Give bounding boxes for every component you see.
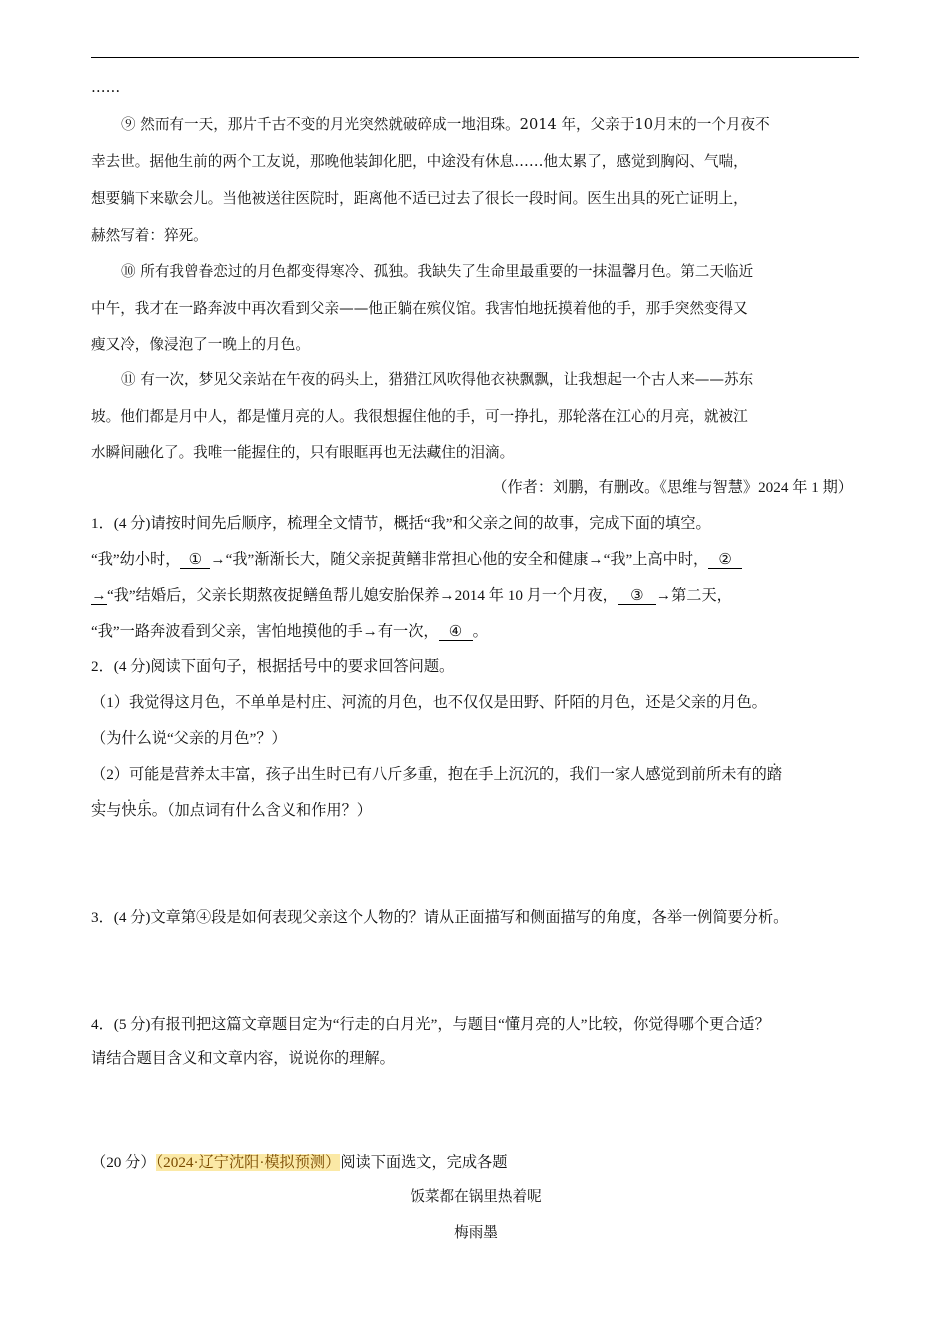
blank-1[interactable]: ① [180, 551, 210, 569]
paragraph-11-line: 水瞬间融化了。我唯一能握住的，只有眼眶再也无法藏住的泪滴。 [91, 444, 515, 461]
question-3-stem: 3．(4 分)文章第④段是如何表现父亲这个人物的？请从正面描写和侧面描写的角度，各举一例简要分析。 [91, 909, 789, 926]
blank-3[interactable]: ③ [618, 587, 656, 605]
dotted-char: 实 [91, 802, 107, 819]
source-tag: （2024·辽宁沈阳·模拟预测） [155, 1154, 341, 1171]
question-1-line-1: “我”幼小时， ① →“我”渐渐长大，随父亲捉黄鳝非常担心他的安全和健康→“我”上高中时， ② [91, 550, 742, 570]
question-1-line-2: →“我”结婚后，父亲长期熬夜捉鳝鱼帮儿媳安胎保养→2014 年 10 月一个月夜， ③ →第二天， [91, 587, 732, 604]
blank-4[interactable]: ④ [439, 623, 473, 641]
paragraph-11-line: ⑪ 有一次，梦见父亲站在午夜的码头上，猎猎江风吹得他衣袂飘飘，让我想起一个古人来——苏东 [121, 371, 754, 388]
dotted-char: 踏 [766, 766, 783, 783]
source-citation: （作者：刘鹏，有删改。《思维与智慧》2024 年 1 期） [492, 479, 853, 496]
paragraph-9-line: ⑨ 然而有一天，那片千古不变的月光突然就破碎成一地泪珠。2014 年，父亲于10月末的一个月夜不 [121, 116, 770, 133]
score-label: （20 分） [91, 1154, 156, 1171]
dotted-char: 乐 [136, 802, 152, 819]
ellipsis: …… [91, 79, 121, 96]
question-2-note-1: （为什么说“父亲的月色”？） [91, 730, 287, 747]
paragraph-9-line: 想要躺下来歇会儿。当他被送往医院时，距离他不适已过去了很长一段时间。医生出具的死亡证明上， [91, 190, 748, 207]
question-1-stem: 1．(4 分)请按时间先后顺序，梳理全文情节，概括“我”和父亲之间的故事，完成下面的填空。 [91, 515, 711, 532]
question-2-stem: 2．(4 分)阅读下面句子，根据括号中的要求回答问题。 [91, 658, 455, 675]
paragraph-10-line: 中午，我才在一路奔波中再次看到父亲——他正躺在殡仪馆。我害怕地抚摸着他的手，那手突然变得又 [91, 300, 748, 317]
question-4-line-1: 4．(5 分)有报刊把这篇文章题目定为“行走的白月光”，与题目“懂月亮的人”比较，你觉得哪个更合适？ [91, 1016, 770, 1033]
paragraph-9-line: 赫然写着：猝死。 [91, 227, 208, 244]
paragraph-11-line: 坡。他们都是月中人，都是懂月亮的人。我很想握住他的手，可一挣扎，那轮落在江心的月亮，就被江 [91, 408, 748, 425]
article-title: 饭菜都在锅里热着呢 [410, 1188, 542, 1205]
header-rule [91, 57, 859, 58]
dotted-char: 快 [121, 802, 137, 819]
question-1-line-3: “我”一路奔波看到父亲，害怕地摸他的手→有一次， ④ 。 [91, 623, 488, 640]
question-2-sentence-2-cont: 实与快乐。（加点词有什么含义和作用？） [91, 802, 372, 819]
paragraph-10-line: 瘦又冷，像浸泡了一晚上的月色。 [91, 336, 310, 353]
blank-2[interactable]: ② [708, 551, 742, 569]
question-2-sentence-1: （1）我觉得这月色，不单单是村庄、河流的月色，也不仅仅是田野、阡陌的月色，还是父亲的月色。 [91, 694, 767, 711]
paragraph-10-line: ⑩ 所有我曾眷恋过的月色都变得寒冷、孤独。我缺失了生命里最重要的一抹温馨月色。第二天临近 [121, 263, 754, 280]
question-4-line-2: 请结合题目含义和文章内容，说说你的理解。 [91, 1050, 395, 1067]
article-author: 梅雨墨 [454, 1224, 498, 1241]
question-2-sentence-2: （2）可能是营养太丰富，孩子出生时已有八斤多重，抱在手上沉沉的，我们一家人感觉到前所未有的踏 [91, 766, 783, 783]
paragraph-9-line: 幸去世。据他生前的两个工友说，那晚他装卸化肥，中途没有休息……他太累了，感觉到胸闷、气喘， [91, 153, 748, 170]
next-section-header: （20 分）（2024·辽宁沈阳·模拟预测）阅读下面选文，完成各题 [91, 1154, 508, 1171]
